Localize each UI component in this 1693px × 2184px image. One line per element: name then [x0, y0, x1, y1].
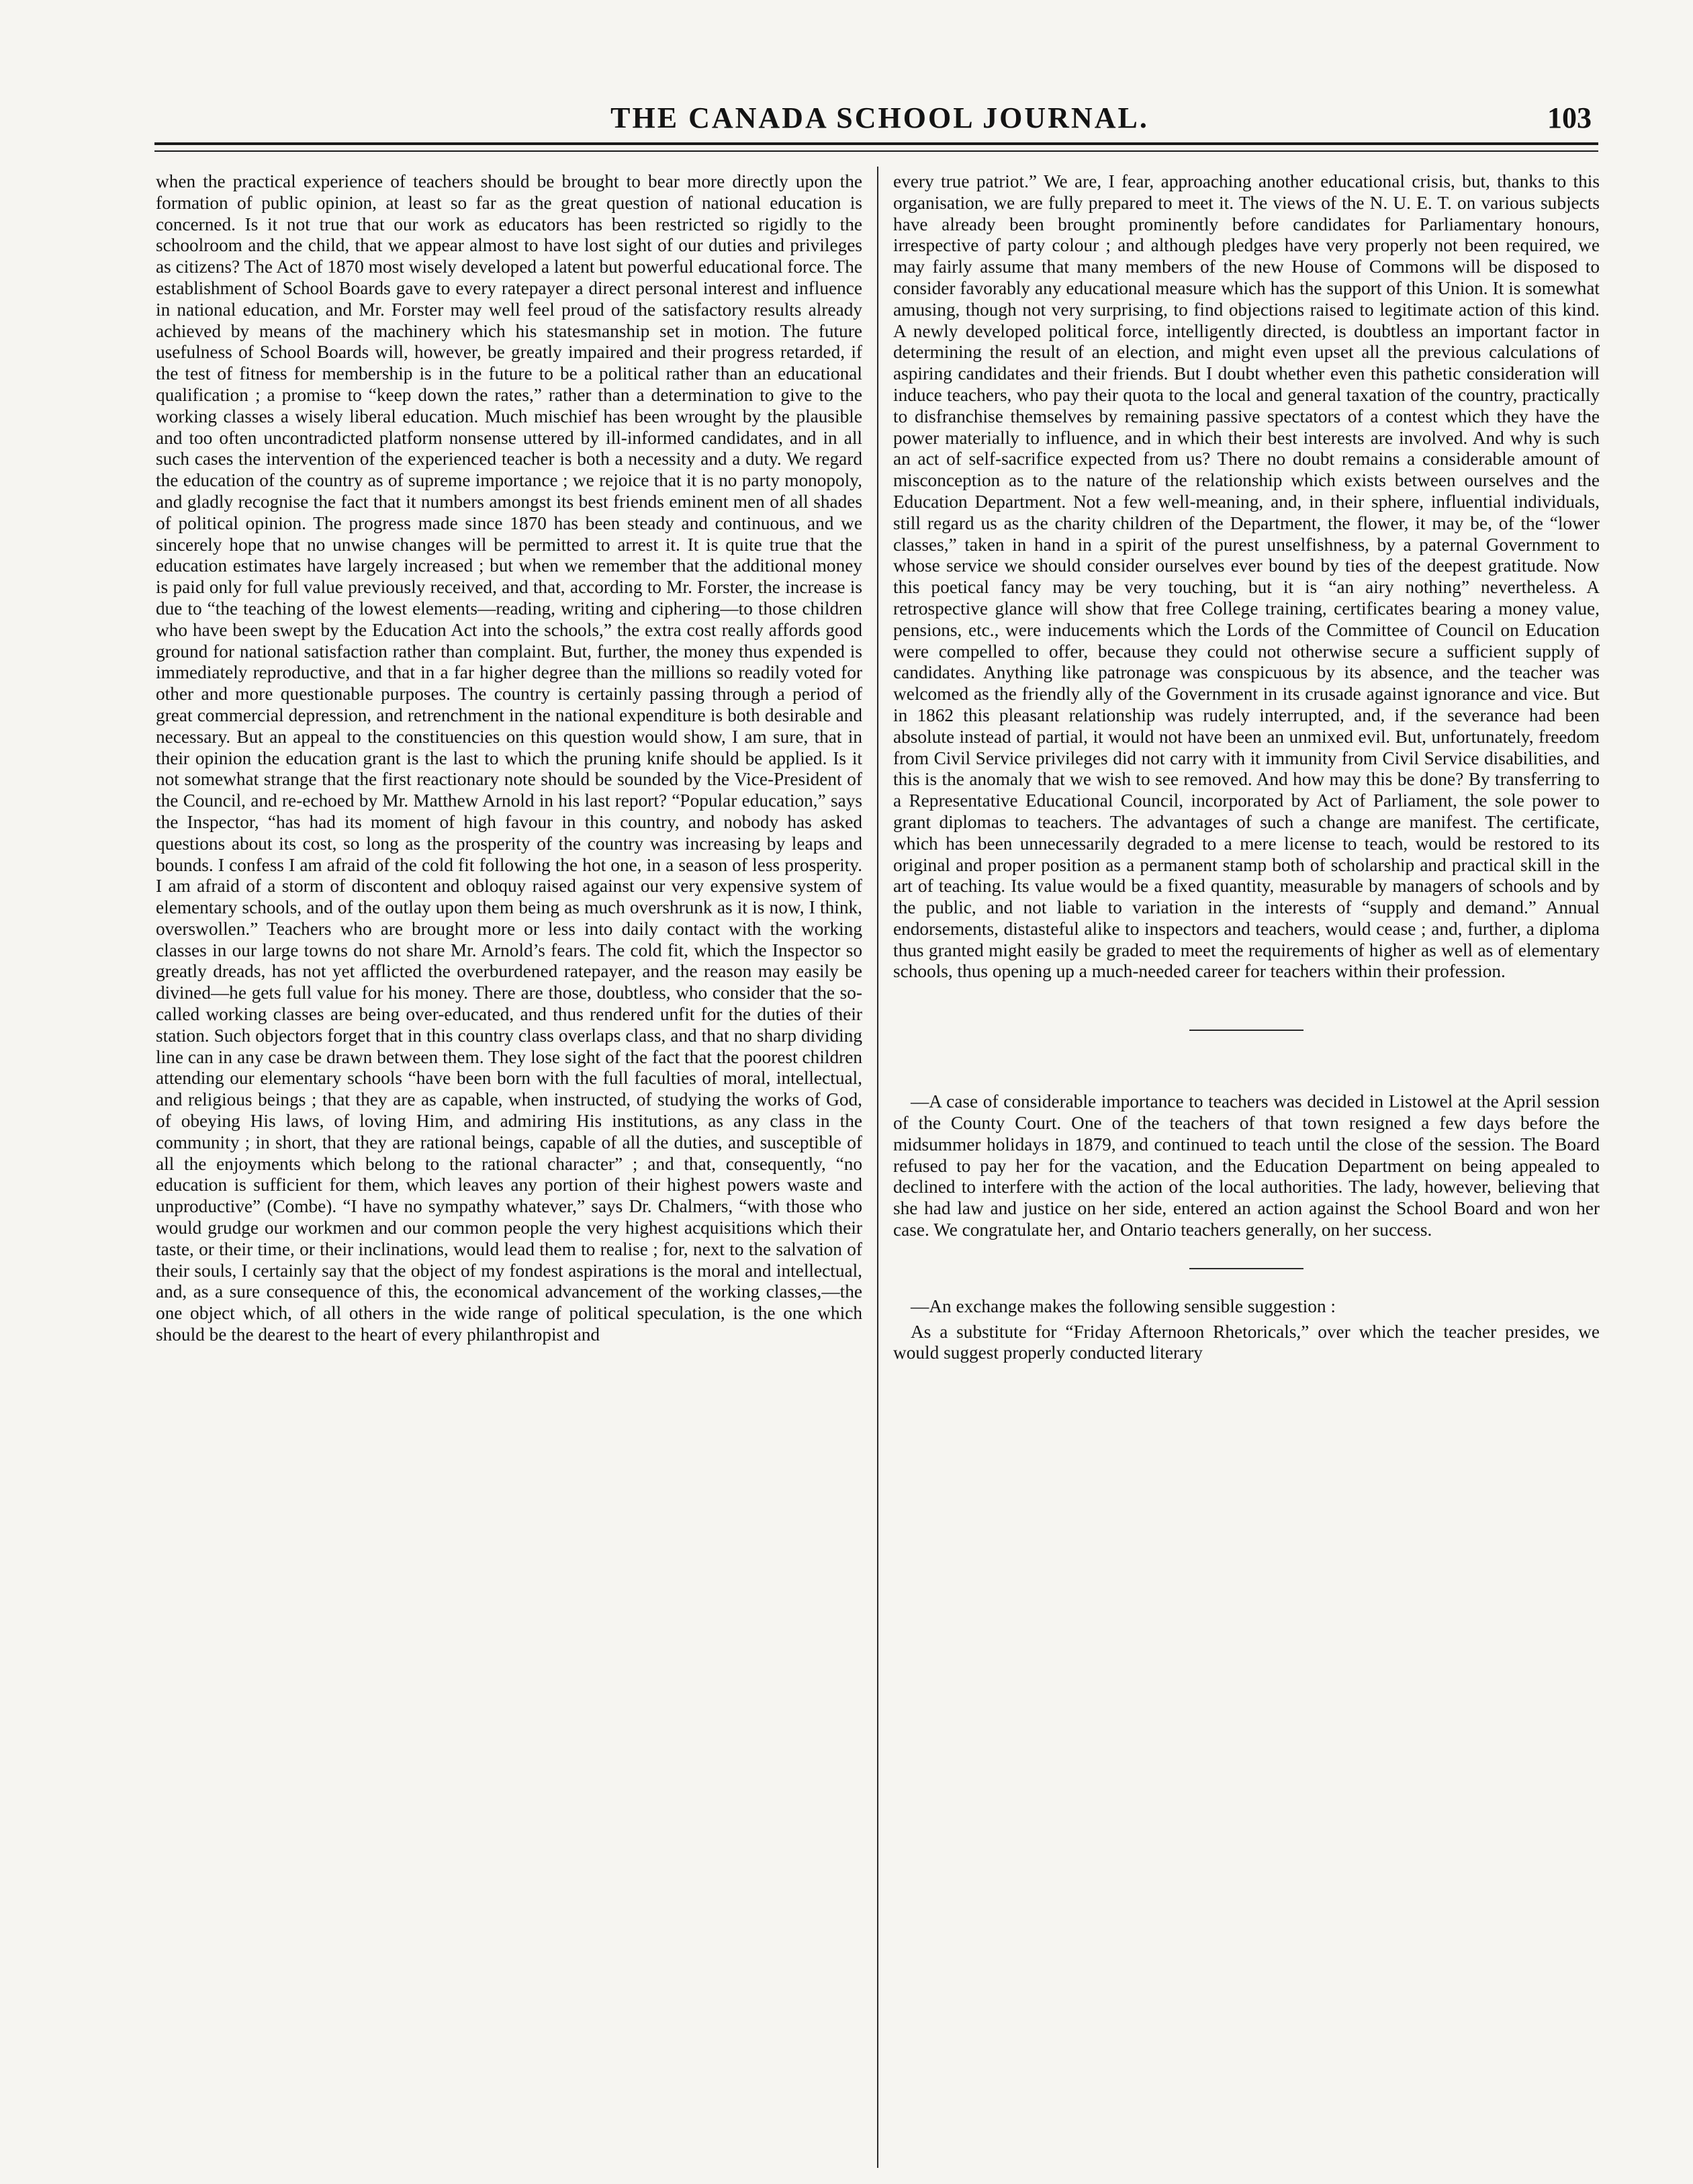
article-paragraph: every true patriot.” We are, I fear, approaching another educational crisis, but, thanks to this organisation, we are fully prepared to meet it. The views of the N. U. E. T. on various subjects have already been brought prominently before candidates for Parliamentary honours, irrespective of party colour ; and although pledges have very properly not been required, we may fairly assume that many members of the new House of Commons will be disposed to consider favorably any educational measure which has the support of this Union. It is somewhat amusing, though not very surprising, to find objections raised to legitimate action of this kind. A newly developed political force, intelligently directed, is doubtless an important factor in determining the result of an election, and might even upset all the previous calculations of aspiring candidates and their friends. But I doubt whether even this pathetic consideration will induce teachers, who pay their quota to the local and general taxation of the country, practically to disfranchise themselves by remaining passive spectators of a contest which they have the power materially to influence, and in which their best interests are involved. And why is such an act of self-sacrifice expected from us? There no doubt remains a considerable amount of misconception as to the nature of the relationship which exists between ourselves and the Education Department. Not a few well-meaning, and, in their sphere, influential individuals, still regard us as the charity children of the Department, the flower, it may be, of the “lower classes,” taken in hand in a spirit of the purest unselfishness, by a paternal Government to whose service we should consider ourselves ever bound by ties of the deepest gratitude. Now this poetical fancy may be very touching, but it is “an airy nothing” nevertheless. A retrospective glance will show that free College training, certificates bearing a money value, pensions, etc., were inducements which the Lords of the Committee of Council on Education were compelled to offer, because they could not otherwise secure a sufficient supply of candidates. Anything like patronage was conspicuous by its absence, and the teacher was welcomed as the friendly ally of the Government in its crusade against ignorance and vice. But in 1862 this pleasant relationship was rudely interrupted, and, if the severance had been absolute instead of partial, it would not have been an unmixed evil. But, unfortunately, freedom from Civil Service privileges did not carry with it immunity from Civil Service disabilities, and this is the anomaly that we wish to see removed. And how may this be done? By transferring to a Representative Educational Council, incorporated by Act of Parliament, the sole power to grant diplomas to teachers. The advantages of such a change are manifest. The certificate, which has been unnecessarily degraded to a mere license to teach, would be restored to its original and proper position as a permanent stamp both of scholarship and practical skill in the art of teaching. Its value would be a fixed quantity, measurable by managers of schools and by the public, and not liable to variation in the interests of “supply and demand.” Annual endorsements, distasteful alike to inspectors and teachers, would cease ; and, further, a diploma thus granted might easily be graded to meet the requirements of higher as well as of elementary schools, thus opening up a much-needed career for teachers within their profession.	[893, 171, 1600, 982]
article-paragraph: when the practical experience of teachers should be brought to bear more directly upon the formation of public opinion, at least so far as the great question of national education is concerned. Is it not true that our work as educators has been restricted so rigidly to the schoolroom and the child, that we appear almost to have lost sight of our duties and privileges as citizens? The Act of 1870 most wisely developed a latent but powerful educational force. The establishment of School Boards gave to every ratepayer a direct personal interest and influence in national education, and Mr. Forster may well feel proud of the satisfactory results already achieved by means of the machinery which his statesmanship set in motion. The future usefulness of School Boards will, however, be greatly impaired and their progress retarded, if the test of fitness for membership is in the future to be a political rather than an educational qualification ; a promise to “keep down the rates,” rather than a determination to give to the working classes a wisely liberal education. Much mischief has been wrought by the plausible and too often uncontradicted platform nonsense uttered by ill-informed candidates, and in all such cases the intervention of the experienced teacher is both a necessity and a duty. We regard the education of the country as of supreme importance ; we rejoice that it is no party monopoly, and gladly recognise the fact that it numbers amongst its best friends eminent men of all shades of political opinion. The progress made since 1870 has been steady and continuous, and we sincerely hope that no unwise changes will be permitted to arrest it. It is quite true that the education estimates have largely increased ; but when we remember that the additional money is paid only for full value previously received, and that, according to Mr. Forster, the increase is due to “the teaching of the lowest elements—reading, writing and ciphering—to those children who have been swept by the Education Act into the schools,” the extra cost really affords good ground for national satisfaction rather than complaint. But, further, the money thus expended is immediately reproductive, and that in a far higher degree than the millions so readily voted for other and more questionable purposes. The country is certainly passing through a period of great commercial depression, and retrenchment in the national expenditure is both desirable and necessary. But an appeal to the constituencies on this question would show, I am sure, that in their opinion the education grant is the last to which the pruning knife should be applied. Is it not somewhat strange that the first reactionary note should be sounded by the Vice-President of the Council, and re-echoed by Mr. Matthew Arnold in his last report? “Popular education,” says the Inspector, “has had its moment of high favour in this country, and nobody has asked questions about its cost, so long as the prosperity of the country was increasing by leaps and bounds. I confess I am afraid of the cold fit following the hot one, in a season of less prosperity. I am afraid of a storm of discontent and obloquy raised against our very expensive system of elementary schools, and of the outlay upon them being as much overshrunk as it is now, I think, overswollen.” Teachers who are brought more or less into daily contact with the working classes in our large towns do not share Mr. Arnold’s fears. The cold fit, which the Inspector so greatly dreads, has not yet afflicted the overburdened ratepayer, and the reason may easily be divined—he gets full value for his money. There are those, doubtless, who consider that the so-called working classes are being over-educated, and thus rendered unfit for the duties of their station. Such objectors forget that in this country class overlaps class, and that no sharp dividing line can in any case be drawn between them. They lose sight of the fact that the poorest children attending our elementary schools “have been born with the full faculties of moral, intellectual, and religious beings ; that they are as capable, when instructed, of studying the works of God, of obeying His laws, of loving Him, and admiring His institutions, as any class in the community ; in short, that they are rational beings, capable of all the duties, and susceptible of all the enjoyments which belong to the rational character” ; and that, consequently, “no education is sufficient for them, which leaves any portion of their highest powers waste and unproductive” (Combe). “I have no sympathy whatever,” says Dr. Chalmers, “with those who would grudge our workmen and our common people the very highest acquisitions which their taste, or their time, or their inclinations, would lead them to realise ; for, next to the salvation of their souls, I certainly say that the object of my fondest aspirations is the moral and intellectual, and, as a sure consequence of this, the economical advancement of the working classes,—the one object which, of all others in the wide range of political speculation, is the one which should be the dearest to the heart of every philanthropist and	[156, 171, 862, 1345]
column-divider	[877, 167, 878, 2168]
left-column	[156, 171, 862, 1346]
page-header	[154, 101, 1605, 148]
header-rule-thick	[154, 142, 1598, 145]
page-number: 103	[1547, 101, 1592, 134]
news-note-exchange: —An exchange makes the following sensible suggestion :	[911, 1295, 1336, 1316]
running-title: THE CANADA SCHOOL JOURNAL.	[610, 101, 1149, 134]
news-note-listowel: —A case of considerable importance to teachers was decided in Listowel at the April session of the County Court. One of the teachers of that town resigned a few days before the midsummer holidays in 1879, and continued to teach until the close of the session. The Board refused to pay her for the vacation, and the Education Department on being appealed to declined to interfere with the action of the local authorities. The lady, however, believing that she had law and justice on her side, entered an action against the School Board and won her case. We congratulate her, and Ontario teachers generally, on her success.	[893, 1091, 1600, 1240]
news-note-rhetoricals: As a substitute for “Friday Afternoon Rhetoricals,” over which the teacher presides, we would suggest properly conducted literary	[893, 1321, 1600, 1363]
right-column	[893, 171, 1600, 1364]
header-rule-thin	[154, 150, 1598, 152]
